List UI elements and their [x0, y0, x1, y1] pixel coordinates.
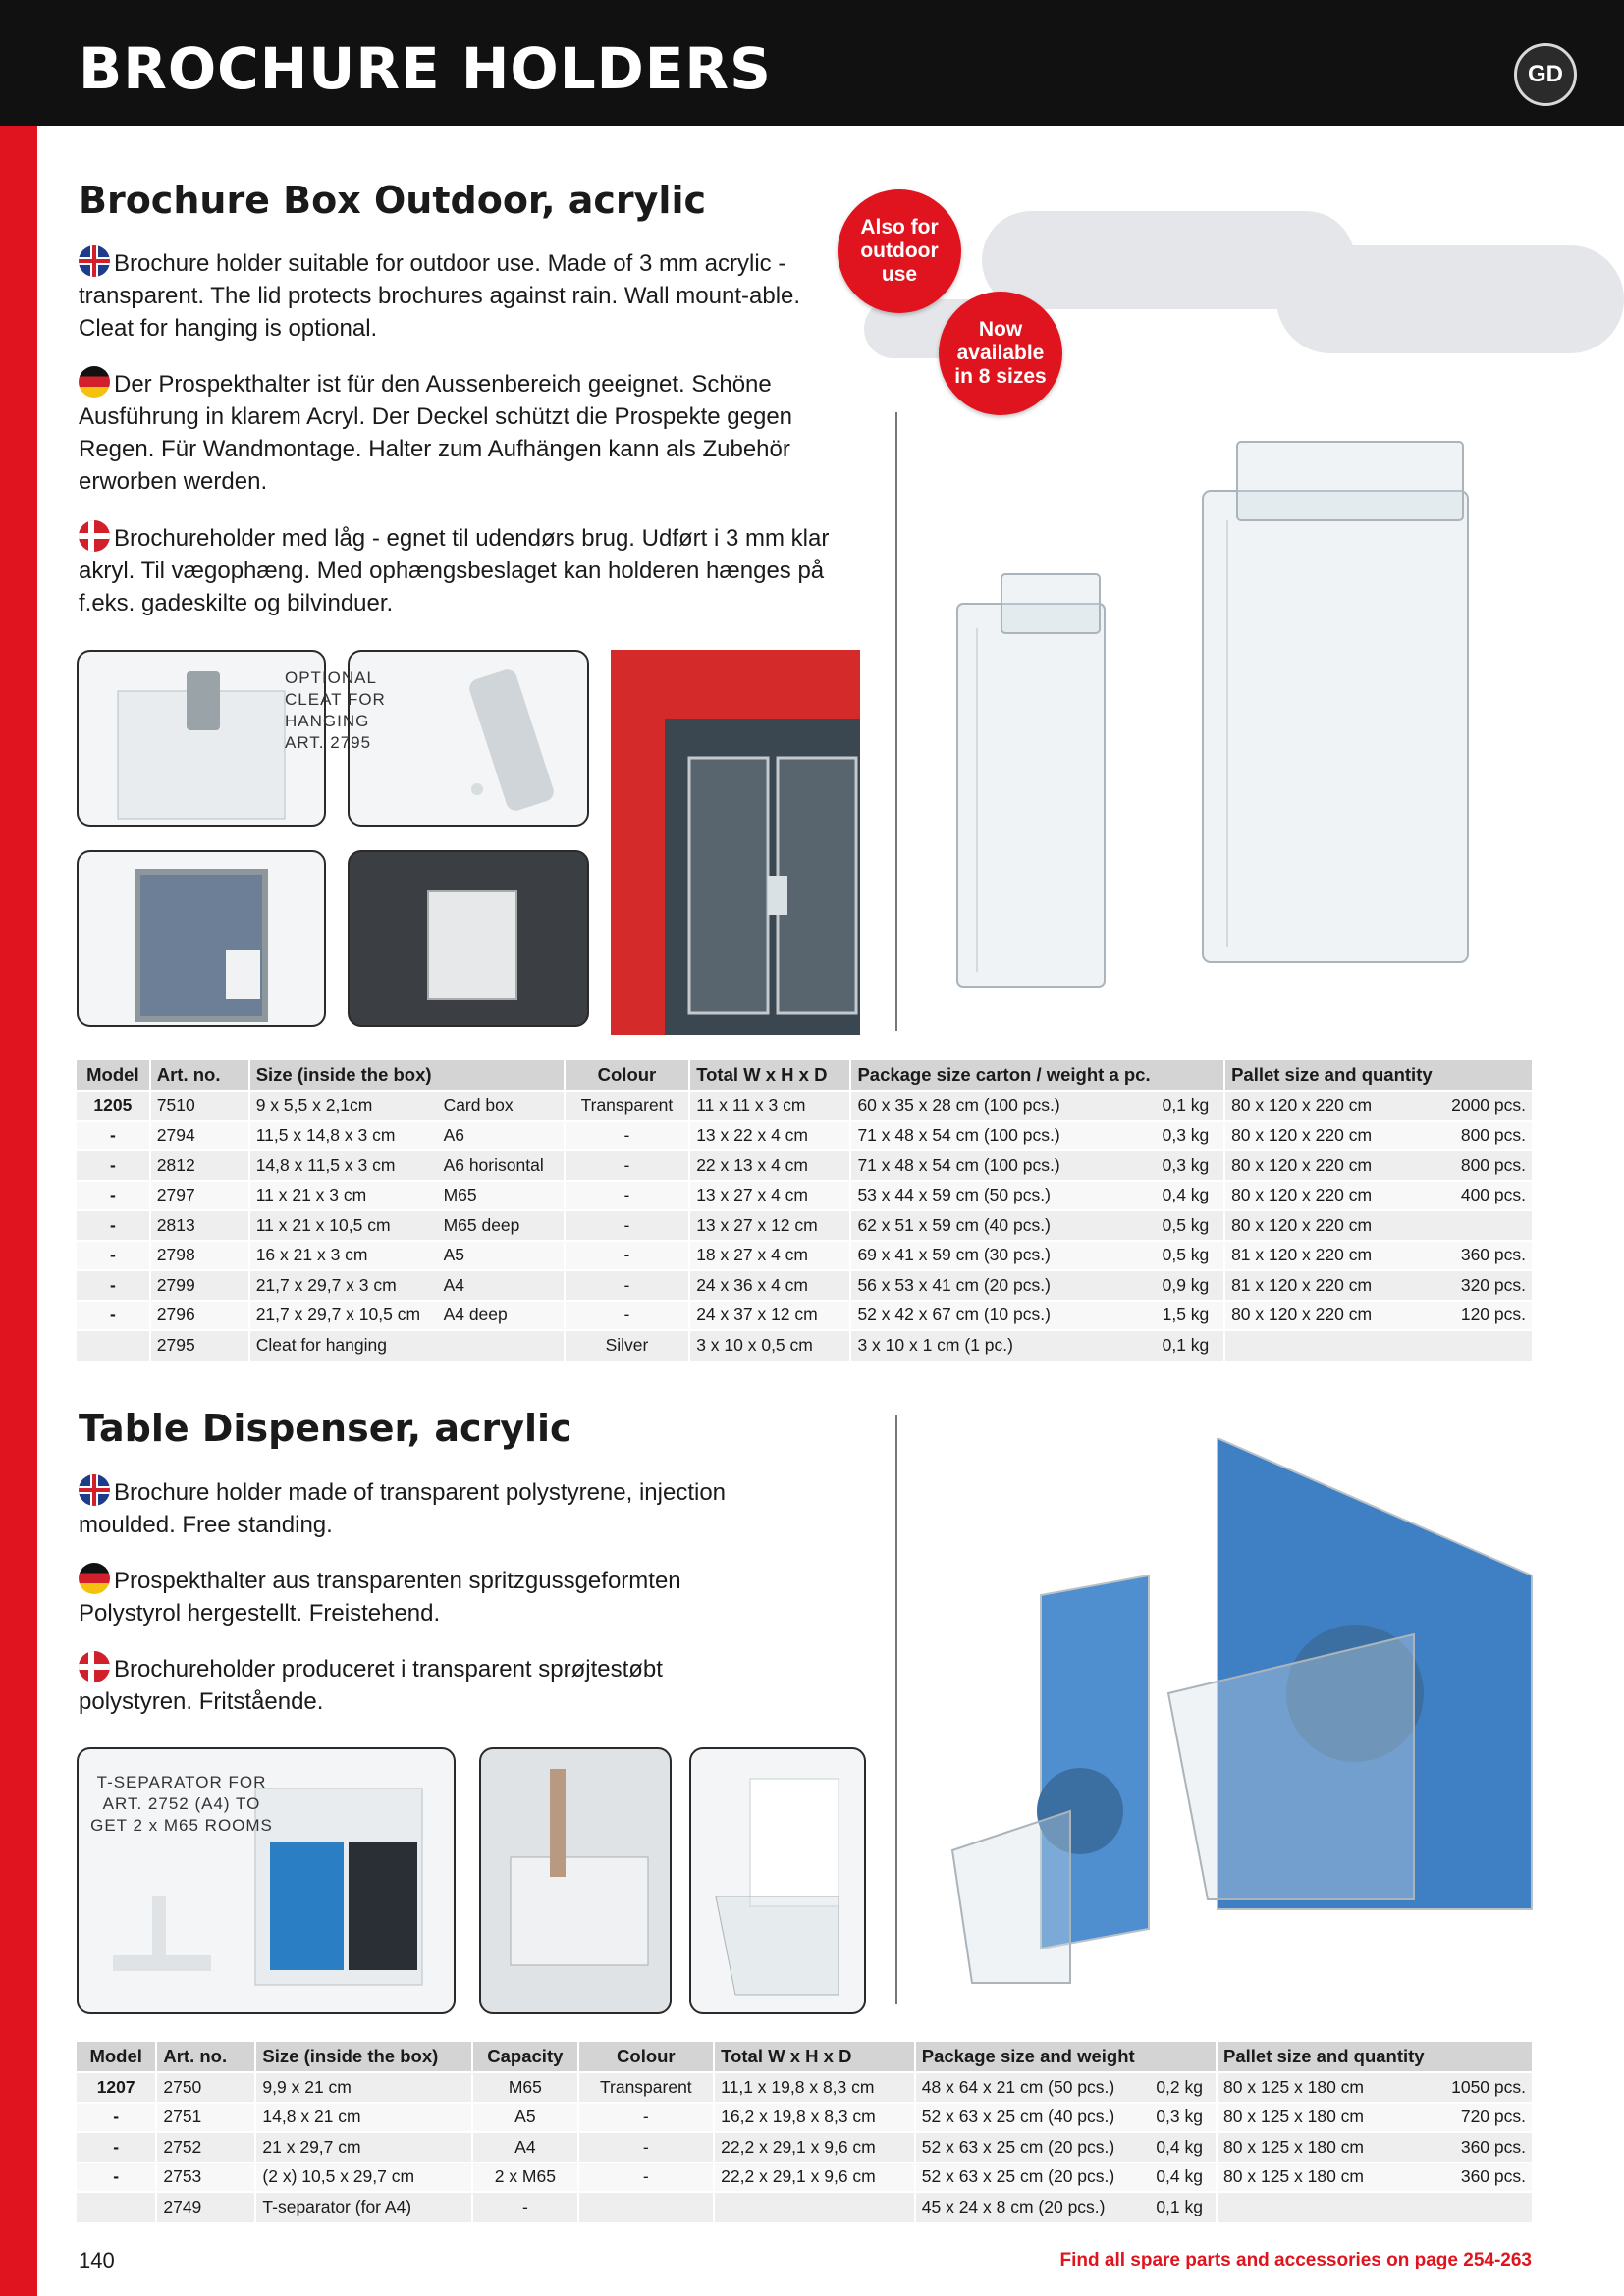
table-cell: 80 x 120 x 220 cm	[1224, 1301, 1438, 1331]
table-cell: 13 x 27 x 12 cm	[689, 1210, 850, 1241]
text-de-2: Prospekthalter aus transparenten spritzgussgeformten Polystyrol hergestellt. Freistehend.	[79, 1568, 681, 1627]
table-cell: 80 x 120 x 220 cm	[1224, 1181, 1438, 1211]
table-row	[77, 1241, 1532, 1271]
table-cell: 80 x 125 x 180 cm	[1217, 2103, 1431, 2133]
table-cell: 3 x 10 x 0,5 cm	[689, 1330, 850, 1361]
spec-table-dispenser	[77, 2042, 1532, 2222]
table-cell: 80 x 125 x 180 cm	[1217, 2163, 1431, 2193]
col-colour: Colour	[565, 1060, 689, 1091]
table-cell: 11 x 21 x 10,5 cm	[249, 1210, 438, 1241]
photo-empty-dispenser	[689, 1747, 866, 2014]
table-cell: 2 x M65	[472, 2163, 577, 2193]
table-cell: -	[472, 2192, 577, 2222]
table-row	[77, 2103, 1532, 2133]
table-cell: 60 x 35 x 28 cm (100 pcs.)	[850, 1091, 1156, 1121]
table-cell: 800 pcs.	[1438, 1121, 1532, 1151]
table-cell: 80 x 120 x 220 cm	[1224, 1091, 1438, 1121]
a-board-image	[79, 852, 326, 1027]
table-cell: A4	[438, 1270, 565, 1301]
table-cell: -	[77, 2132, 156, 2163]
table-cell: 1207	[77, 2072, 156, 2103]
col-model: Model	[77, 1060, 150, 1091]
table-cell: 16 x 21 x 3 cm	[249, 1241, 438, 1271]
table-cell: 0,4 kg	[1157, 1181, 1224, 1211]
description-en	[79, 245, 835, 345]
table-cell: 720 pcs.	[1431, 2103, 1532, 2133]
table-row	[77, 1150, 1532, 1181]
table-cell	[1217, 2192, 1431, 2222]
table-cell: 16,2 x 19,8 x 8,3 cm	[714, 2103, 915, 2133]
column-divider	[895, 412, 897, 1031]
table-cell: -	[77, 1270, 150, 1301]
table-cell: 0,4 kg	[1150, 2132, 1217, 2163]
table-cell: Cleat for hanging	[249, 1330, 438, 1361]
table-cell	[578, 2192, 715, 2222]
table-cell: 0,1 kg	[1157, 1330, 1224, 1361]
uk-flag-icon	[79, 245, 110, 277]
table-cell	[714, 2192, 915, 2222]
col-size: Size (inside the box)	[255, 2042, 472, 2072]
text-en-2: Brochure holder made of transparent polystyrene, injection moulded. Free standing.	[79, 1479, 727, 1538]
table-cell: 1050 pcs.	[1431, 2072, 1532, 2103]
table-cell: 2796	[150, 1301, 249, 1331]
table-cell: 2812	[150, 1150, 249, 1181]
table-cell: M65	[472, 2072, 577, 2103]
table-cell: 0,5 kg	[1157, 1241, 1224, 1271]
table-cell: 120 pcs.	[1438, 1301, 1532, 1331]
table-cell: 2749	[156, 2192, 255, 2222]
table-cell: 0,3 kg	[1157, 1150, 1224, 1181]
table-cell: -	[77, 1150, 150, 1181]
table-header-row	[77, 1060, 1532, 1091]
table-cell: 0,9 kg	[1157, 1270, 1224, 1301]
table-cell: T-separator (for A4)	[255, 2192, 472, 2222]
text-dk-2: Brochureholder produceret i transparent sprøjtestøbt polystyren. Fritstående.	[79, 1656, 663, 1715]
table-cell: 2797	[150, 1181, 249, 1211]
table-cell: 13 x 27 x 4 cm	[689, 1181, 850, 1211]
table-cell: 53 x 44 x 59 cm (50 pcs.)	[850, 1181, 1156, 1211]
table-cell: 2795	[150, 1330, 249, 1361]
col-size: Size (inside the box)	[249, 1060, 438, 1091]
table-cell: M65	[438, 1181, 565, 1211]
table-cell: -	[565, 1301, 689, 1331]
table-cell: 21 x 29,7 cm	[255, 2132, 472, 2163]
col-colour: Colour	[578, 2042, 715, 2072]
table-cell: 81 x 120 x 220 cm	[1224, 1270, 1438, 1301]
table-cell: 2000 pcs.	[1438, 1091, 1532, 1121]
cloud-decoration	[1276, 245, 1624, 353]
table-row	[77, 2163, 1532, 2193]
table-cell: 0,5 kg	[1157, 1210, 1224, 1241]
table-cell: 0,4 kg	[1150, 2163, 1217, 2193]
col-art-no: Art. no.	[150, 1060, 249, 1091]
table-cell: M65 deep	[438, 1210, 565, 1241]
table-cell: 1205	[77, 1091, 150, 1121]
table-row	[77, 1181, 1532, 1211]
table-cell: A6 horisontal	[438, 1150, 565, 1181]
table-cell: -	[77, 2103, 156, 2133]
shop-door-image	[611, 650, 860, 1035]
section-title-outdoor: Brochure Box Outdoor, acrylic	[79, 179, 707, 222]
table-cell	[1438, 1210, 1532, 1241]
table-cell: Card box	[438, 1091, 565, 1121]
col-total: Total W x H x D	[689, 1060, 850, 1091]
table-row	[77, 2192, 1532, 2222]
table-cell	[77, 2192, 156, 2222]
table-cell: 11 x 21 x 3 cm	[249, 1181, 438, 1211]
table-cell: 0,3 kg	[1150, 2103, 1217, 2133]
table-cell: -	[565, 1241, 689, 1271]
photo-hand-dispenser	[479, 1747, 672, 2014]
table-cell: 22,2 x 29,1 x 9,6 cm	[714, 2163, 915, 2193]
table-row	[77, 2072, 1532, 2103]
table-cell: 2813	[150, 1210, 249, 1241]
table-row	[77, 1121, 1532, 1151]
table-cell: 11 x 11 x 3 cm	[689, 1091, 850, 1121]
table-cell: 0,2 kg	[1150, 2072, 1217, 2103]
table-cell: 2752	[156, 2132, 255, 2163]
section-title-table-dispenser: Table Dispenser, acrylic	[79, 1407, 572, 1450]
table-cell: 24 x 37 x 12 cm	[689, 1301, 850, 1331]
table-cell: 2799	[150, 1270, 249, 1301]
photo-a-board	[77, 850, 326, 1027]
table-cell: 56 x 53 x 41 cm (20 pcs.)	[850, 1270, 1156, 1301]
col-capacity: Capacity	[472, 2042, 577, 2072]
table-cell: A4	[472, 2132, 577, 2163]
table-cell: Transparent	[565, 1091, 689, 1121]
table-dispenser-product-image	[923, 1438, 1542, 1998]
table-cell: -	[578, 2132, 715, 2163]
table-cell: 11,1 x 19,8 x 8,3 cm	[714, 2072, 915, 2103]
table-cell: 48 x 64 x 21 cm (50 pcs.)	[915, 2072, 1151, 2103]
col-package: Package size and weight	[915, 2042, 1151, 2072]
german-flag-icon	[79, 366, 110, 398]
description-de-2	[79, 1563, 766, 1629]
table-cell: 2794	[150, 1121, 249, 1151]
table-cell: -	[77, 2163, 156, 2193]
table-cell: 11,5 x 14,8 x 3 cm	[249, 1121, 438, 1151]
table-cell: -	[77, 1241, 150, 1271]
page-number: 140	[79, 2248, 115, 2272]
badge-outdoor: Also for outdoor use	[838, 189, 961, 313]
table-cell	[1224, 1330, 1438, 1361]
table-cell	[77, 1330, 150, 1361]
spec-table-outdoor	[77, 1060, 1532, 1361]
table-cell: 69 x 41 x 59 cm (30 pcs.)	[850, 1241, 1156, 1271]
table-cell: 52 x 63 x 25 cm (20 pcs.)	[915, 2163, 1151, 2193]
table-cell: 80 x 120 x 220 cm	[1224, 1210, 1438, 1241]
table-row	[77, 1270, 1532, 1301]
table-cell: 1,5 kg	[1157, 1301, 1224, 1331]
table-cell: 360 pcs.	[1431, 2132, 1532, 2163]
table-cell: 62 x 51 x 59 cm (40 pcs.)	[850, 1210, 1156, 1241]
t-separator-caption: T-SEPARATOR FOR ART. 2752 (A4) TO GET 2 x M65 ROOMS	[90, 1773, 273, 1835]
table-cell: 80 x 120 x 220 cm	[1224, 1150, 1438, 1181]
table-cell: 21,7 x 29,7 x 10,5 cm	[249, 1301, 438, 1331]
badge-sizes: Now available in 8 sizes	[939, 292, 1062, 415]
table-cell: 80 x 125 x 180 cm	[1217, 2132, 1431, 2163]
uk-flag-icon	[79, 1474, 110, 1506]
col-model: Model	[77, 2042, 156, 2072]
text-de: Der Prospekthalter ist für den Aussenbereich geeignet. Schöne Ausführung in klarem Acryl. Der Deckel schützt die Prospekte gegen Regen. Für Wandmontage. Halter zum Aufhängen kann als Zubehör erworben werden.	[79, 371, 793, 495]
table-cell: 9 x 5,5 x 2,1cm	[249, 1091, 438, 1121]
empty-dispenser-image	[691, 1749, 866, 2014]
description-dk-2	[79, 1651, 766, 1718]
table-cell: 360 pcs.	[1438, 1241, 1532, 1271]
table-cell	[1438, 1330, 1532, 1361]
table-cell: 18 x 27 x 4 cm	[689, 1241, 850, 1271]
table-cell: 71 x 48 x 54 cm (100 pcs.)	[850, 1121, 1156, 1151]
german-flag-icon	[79, 1563, 110, 1594]
table-cell: 2798	[150, 1241, 249, 1271]
table-cell: 22 x 13 x 4 cm	[689, 1150, 850, 1181]
danish-flag-icon	[79, 1651, 110, 1682]
danish-flag-icon	[79, 520, 110, 552]
table-cell: A4 deep	[438, 1301, 565, 1331]
column-divider-2	[895, 1415, 897, 2004]
table-row	[77, 1330, 1532, 1361]
col-total: Total W x H x D	[714, 2042, 915, 2072]
table-cell: -	[77, 1121, 150, 1151]
table-cell: -	[565, 1121, 689, 1151]
page-title: BROCHURE HOLDERS	[79, 35, 772, 102]
text-en: Brochure holder suitable for outdoor use. Made of 3 mm acrylic - transparent. The lid protects brochures against rain. Wall mount-able. Cleat for hanging is optional.	[79, 250, 801, 342]
table-cell	[438, 1330, 565, 1361]
col-art-no: Art. no.	[156, 2042, 255, 2072]
table-cell: 3 x 10 x 1 cm (1 pc.)	[850, 1330, 1156, 1361]
table-cell: A5	[472, 2103, 577, 2133]
table-cell: -	[578, 2163, 715, 2193]
table-row	[77, 1301, 1532, 1331]
footer-note: Find all spare parts and accessories on page 254-263	[1059, 2250, 1532, 2270]
table-cell: 52 x 63 x 25 cm (40 pcs.)	[915, 2103, 1151, 2133]
col-pallet: Pallet size and quantity	[1224, 1060, 1438, 1091]
table-cell: 21,7 x 29,7 x 3 cm	[249, 1270, 438, 1301]
hand-dispenser-image	[481, 1749, 672, 2014]
table-cell: 52 x 42 x 67 cm (10 pcs.)	[850, 1301, 1156, 1331]
table-cell: 71 x 48 x 54 cm (100 pcs.)	[850, 1150, 1156, 1181]
table-cell: (2 x) 10,5 x 29,7 cm	[255, 2163, 472, 2193]
table-cell: -	[578, 2103, 715, 2133]
table-cell: 400 pcs.	[1438, 1181, 1532, 1211]
table-cell: 320 pcs.	[1438, 1270, 1532, 1301]
photo-car-window	[348, 850, 589, 1027]
table-cell: 2751	[156, 2103, 255, 2133]
description-en-2	[79, 1474, 746, 1541]
table-cell: 800 pcs.	[1438, 1150, 1532, 1181]
table-cell: 80 x 120 x 220 cm	[1224, 1121, 1438, 1151]
table-cell: Silver	[565, 1330, 689, 1361]
table-cell: 0,3 kg	[1157, 1121, 1224, 1151]
table-cell: 45 x 24 x 8 cm (20 pcs.)	[915, 2192, 1151, 2222]
table-cell: 52 x 63 x 25 cm (20 pcs.)	[915, 2132, 1151, 2163]
col-pallet: Pallet size and quantity	[1217, 2042, 1431, 2072]
table-cell: Transparent	[578, 2072, 715, 2103]
table-cell: 2750	[156, 2072, 255, 2103]
table-cell: A5	[438, 1241, 565, 1271]
col-package: Package size carton / weight a pc.	[850, 1060, 1156, 1091]
table-cell: -	[77, 1301, 150, 1331]
description-de	[79, 366, 864, 498]
table-row	[77, 1210, 1532, 1241]
table-row	[77, 1091, 1532, 1121]
photo-shop-door	[611, 650, 860, 1035]
table-cell: 24 x 36 x 4 cm	[689, 1270, 850, 1301]
cleat-caption: OPTIONAL CLEAT FOR HANGING ART. 2795	[285, 668, 386, 752]
table-header-row	[77, 2042, 1532, 2072]
car-window-image	[350, 852, 589, 1027]
table-cell: 7510	[150, 1091, 249, 1121]
table-cell: -	[565, 1210, 689, 1241]
table-cell: 360 pcs.	[1431, 2163, 1532, 2193]
table-cell: 14,8 x 21 cm	[255, 2103, 472, 2133]
table-cell	[1431, 2192, 1532, 2222]
table-cell: -	[565, 1150, 689, 1181]
table-cell: -	[565, 1181, 689, 1211]
text-dk: Brochureholder med låg - egnet til udendørs brug. Udført i 3 mm klar akryl. Til vægophæng. Med ophængsbeslaget kan holderen hænges på f.eks. gadeskilte og bilvinduer.	[79, 525, 830, 616]
table-cell: -	[77, 1210, 150, 1241]
table-cell: 14,8 x 11,5 x 3 cm	[249, 1150, 438, 1181]
table-cell: 0,1 kg	[1157, 1091, 1224, 1121]
table-cell: -	[77, 1181, 150, 1211]
table-row	[77, 2132, 1532, 2163]
table-cell: 13 x 22 x 4 cm	[689, 1121, 850, 1151]
description-dk	[79, 520, 844, 619]
table-cell: 9,9 x 21 cm	[255, 2072, 472, 2103]
table-cell: 80 x 125 x 180 cm	[1217, 2072, 1431, 2103]
side-stripe	[0, 126, 37, 2296]
brand-logo: GD	[1514, 43, 1577, 106]
outdoor-box-product-image	[943, 432, 1532, 1041]
table-cell: A6	[438, 1121, 565, 1151]
table-cell: 81 x 120 x 220 cm	[1224, 1241, 1438, 1271]
table-cell: 0,1 kg	[1150, 2192, 1217, 2222]
table-cell: 2753	[156, 2163, 255, 2193]
table-cell: 22,2 x 29,1 x 9,6 cm	[714, 2132, 915, 2163]
table-cell: -	[565, 1270, 689, 1301]
